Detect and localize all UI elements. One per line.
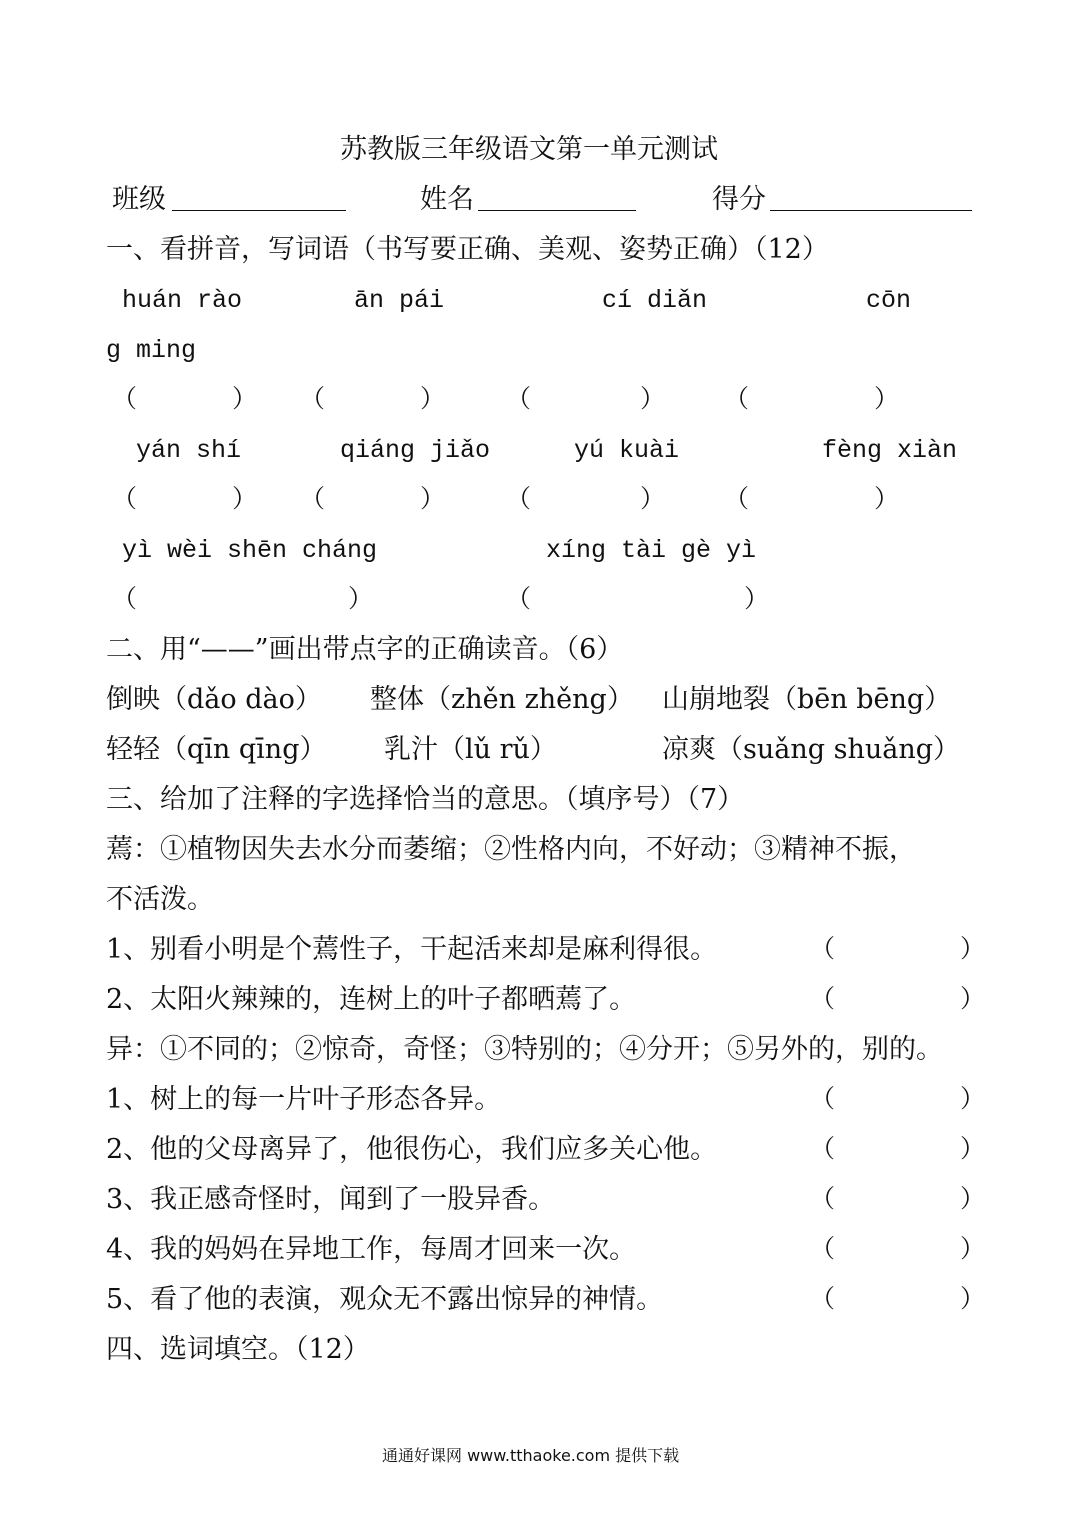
pinyin: qiáng jiǎo <box>340 436 491 465</box>
pinyin: yì wèi shēn cháng <box>122 536 378 565</box>
answer-paren-close: ） <box>874 484 900 513</box>
answer-paren-open: （ <box>810 1184 836 1213</box>
class-blank[interactable] <box>172 208 346 211</box>
answer-paren-close: ） <box>874 384 900 413</box>
definition-line: 蔫：①植物因失去水分而萎缩；②性格内向，不好动；③精神不振， <box>106 834 916 865</box>
answer-paren-open: （ <box>810 1084 836 1113</box>
answer-paren-close: ） <box>232 384 258 413</box>
answer-paren-close: ） <box>640 484 666 513</box>
question-line: 1、别看小明是个蔫性子，干起活来却是麻利得很。 <box>106 934 718 965</box>
answer-paren-open: （ <box>506 384 532 413</box>
name-blank[interactable] <box>478 208 636 211</box>
pinyin: yán shí <box>136 436 242 465</box>
name-label: 姓名 <box>420 184 474 215</box>
answer-paren-open: （ <box>810 984 836 1013</box>
pinyin: yú kuài <box>574 436 680 465</box>
answer-paren-close: ） <box>960 1084 986 1113</box>
question-line: 2、他的父母离异了，他很伤心，我们应多关心他。 <box>106 1134 718 1165</box>
answer-paren-close: ） <box>640 384 666 413</box>
pinyin: cōn <box>866 286 912 315</box>
answer-paren-close: ） <box>420 384 446 413</box>
answer-paren-close: ） <box>232 484 258 513</box>
answer-paren-open: （ <box>810 934 836 963</box>
answer-paren-open: （ <box>810 1234 836 1263</box>
class-label: 班级 <box>112 184 166 215</box>
answer-paren-open: （ <box>112 584 138 613</box>
answer-paren-close: ） <box>960 1284 986 1313</box>
question-line: 1、树上的每一片叶子形态各异。 <box>106 1084 502 1115</box>
reading-item: 整体（zhěn zhěng） <box>370 684 634 715</box>
answer-paren-close: ） <box>960 1184 986 1213</box>
reading-item: 凉爽（suǎng shuǎng） <box>662 734 961 765</box>
pinyin: cí diǎn <box>602 286 708 315</box>
answer-paren-open: （ <box>506 484 532 513</box>
section1-heading: 一、看拼音，写词语（书写要正确、美观、姿势正确）（12） <box>106 234 829 265</box>
pinyin: xíng tài gè yì <box>546 536 757 565</box>
answer-paren-open: （ <box>810 1284 836 1313</box>
answer-paren-close: ） <box>744 584 770 613</box>
definition-line: 异：①不同的；②惊奇，奇怪；③特别的；④分开；⑤另外的，别的。 <box>106 1034 943 1065</box>
answer-paren-open: （ <box>112 384 138 413</box>
score-label: 得分 <box>712 184 766 215</box>
pinyin: g ming <box>106 336 197 365</box>
reading-item: 山崩地裂（bēn bēng） <box>662 684 952 715</box>
question-line: 3、我正感奇怪时，闻到了一股异香。 <box>106 1184 556 1215</box>
answer-paren-open: （ <box>300 484 326 513</box>
answer-paren-close: ） <box>420 484 446 513</box>
section3-heading: 三、给加了注释的字选择恰当的意思。（填序号）（7） <box>106 784 745 815</box>
answer-paren-open: （ <box>506 584 532 613</box>
pinyin: huán rào <box>122 286 243 315</box>
question-line: 4、我的妈妈在异地工作，每周才回来一次。 <box>106 1234 637 1265</box>
answer-paren-close: ） <box>348 584 374 613</box>
reading-item: 轻轻（qīn qīng） <box>106 734 327 765</box>
page-title: 苏教版三年级语文第一单元测试 <box>340 134 718 165</box>
section2-heading: 二、用“——”画出带点字的正确读音。（6） <box>106 634 624 665</box>
answer-paren-close: ） <box>960 1234 986 1263</box>
answer-paren-open: （ <box>724 484 750 513</box>
answer-paren-close: ） <box>960 984 986 1013</box>
page-footer: 通通好课网 www.tthaoke.com 提供下载 <box>382 1446 680 1465</box>
question-line: 2、太阳火辣辣的，连树上的叶子都晒蔫了。 <box>106 984 637 1015</box>
score-blank[interactable] <box>770 208 972 211</box>
pinyin: ān pái <box>354 286 445 315</box>
question-line: 5、看了他的表演，观众无不露出惊异的神情。 <box>106 1284 664 1315</box>
answer-paren-close: ） <box>960 1134 986 1163</box>
reading-item: 乳汁（lǔ rǔ） <box>384 734 557 765</box>
answer-paren-close: ） <box>960 934 986 963</box>
pinyin: fèng xiàn <box>822 436 958 465</box>
reading-item: 倒映（dǎo dào） <box>106 684 322 715</box>
answer-paren-open: （ <box>300 384 326 413</box>
answer-paren-open: （ <box>112 484 138 513</box>
answer-paren-open: （ <box>724 384 750 413</box>
definition-line: 不活泼。 <box>106 884 214 915</box>
section4-heading: 四、选词填空。（12） <box>106 1334 370 1365</box>
answer-paren-open: （ <box>810 1134 836 1163</box>
